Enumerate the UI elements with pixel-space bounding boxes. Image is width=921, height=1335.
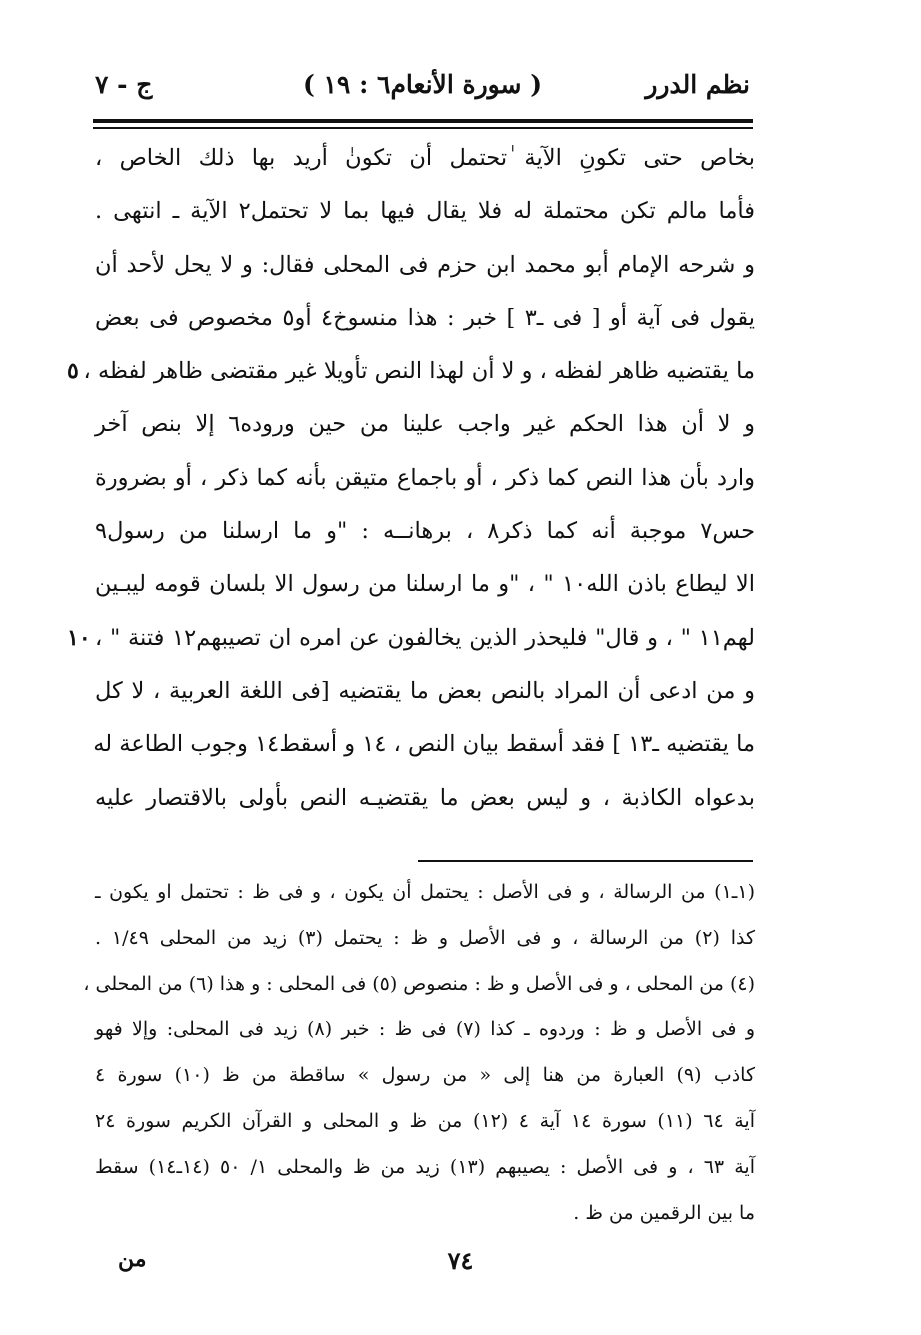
running-header (95, 62, 750, 112)
footnote-separator (418, 860, 753, 862)
catchword: من (118, 1246, 147, 1272)
footnote-line: آية ٦٣ ، و فى الأصل : يصيبهم (١٣) زيد من ظ والمحلى ١/ ٥٠ (١٤ـ١٤) سقط (95, 1155, 755, 1178)
text-line (95, 665, 755, 718)
text-line (95, 452, 755, 505)
footnote-line: آية ٦٤ (١١) سورة ١٤ آية ٤ (١٢) من ظ و المحلى و القرآن الكريم سورة ٢٤ (95, 1109, 755, 1132)
text-line (95, 718, 755, 771)
line-text: و من ادعى أن المراد بالنص بعض ما يقتضيه [فى اللغة العربية ، لا كل (95, 677, 755, 704)
line-text: بخاص حتى تكونِ الآية ٰتحتمل أن تكونٰ أريد بها ذلك الخاص ، (95, 145, 755, 171)
sura-reference: ( سورة الأنعام٦ : ١٩ ) (302, 70, 543, 99)
footnote-line: ما بين الرقمين من ظ . (573, 1201, 755, 1224)
line-text: الا ليطاع باذن الله١٠ " ، "و ما ارسلنا من رسول الا بلسان قومه ليبـين (95, 571, 755, 598)
line-text: يقول فى آية أو [ فى ـ٣ ] خبر : هذا منسوخ٤ أو٥ مخصوص فى بعض (95, 304, 756, 331)
text-line (95, 239, 755, 292)
text-line (95, 558, 755, 611)
header-rule-thin (93, 127, 753, 129)
line-number: ٥ (67, 358, 79, 385)
line-text: حس٧ موجبة أنه كما ذكر٨ ، برهانــه : "و ما ارسلنا من رسول٩ (95, 518, 755, 545)
footnote-line: كاذب (٩) العبارة من هنا إلى « من رسول » ساقطة من ظ (١٠) سورة ٤ (95, 1064, 756, 1087)
line-text: ما يقتضيه ظاهر لفظه ، و لا أن لهذا النص تأويلا غير مقتضى ظاهر لفظه ، (83, 358, 755, 385)
footnote-line: كذا (٢) من الرسالة ، و فى الأصل و ظ : يحتمل (٣) زيد من المحلى ١/٤٩ . (95, 926, 755, 949)
footnotes (83, 870, 756, 1236)
text-line (95, 185, 755, 238)
line-text: ما يقتضيه ـ١٣ ] فقد أسقط بيان النص ، ١٤ و أسقط١٤ وجوب الطاعة له (93, 731, 755, 758)
footnote-line: (١ـ١) من الرسالة ، و فى الأصل : يحتمل أن يكون ، و فى ظ : تحتمل او يكون ـ (95, 881, 755, 903)
text-line (95, 132, 755, 185)
text-line (95, 398, 755, 451)
line-text: بدعواه الكاذبة ، و ليس بعض ما يقتضيـه النص بأولى بالاقتصار عليه (95, 784, 755, 811)
main-text (67, 132, 756, 825)
book-title: نظم الدرر (645, 70, 750, 99)
text-line (67, 345, 755, 398)
line-number: ١٠ (67, 624, 91, 651)
line-text: و لا أن هذا الحكم غير واجب علينا من حين وروده٦ إلا بنص آخر (95, 411, 755, 438)
footnote-line: و فى الأصل و ظ : وردوه ـ كذا (٧) فى ظ : خبر (٨) زيد فى المحلى: وإلا فهو (95, 1018, 755, 1041)
text-line (67, 612, 755, 665)
line-text: و شرحه الإمام أبو محمد ابن حزم فى المحلى فقال: و لا يحل لأحد أن (95, 251, 755, 278)
volume-number: ج - ٧ (95, 70, 153, 99)
footnote-line: (٤) من المحلى ، و فى الأصل و ظ : منصوص (٥) فى المحلى : و هذا (٦) من المحلى ، (83, 972, 755, 995)
text-line (95, 772, 755, 825)
line-text: وارد بأن هذا النص كما ذكر ، أو باجماع متيقن بأنه كما ذكر ، أو بضرورة (95, 464, 755, 491)
header-rule-thick (93, 119, 753, 123)
text-line (95, 505, 755, 558)
line-text: فأما مالم تكن محتملة له فلا يقال فيها بما لا تحتمل٢ الآية ـ انتهى . (95, 198, 755, 225)
line-text: لهم١١ " ، و قال" فليحذر الذين يخالفون عن امره ان تصيبهم١٢ فتنة " ، (95, 624, 755, 651)
text-line (95, 292, 755, 345)
page-number: ٧٤ (447, 1246, 474, 1275)
